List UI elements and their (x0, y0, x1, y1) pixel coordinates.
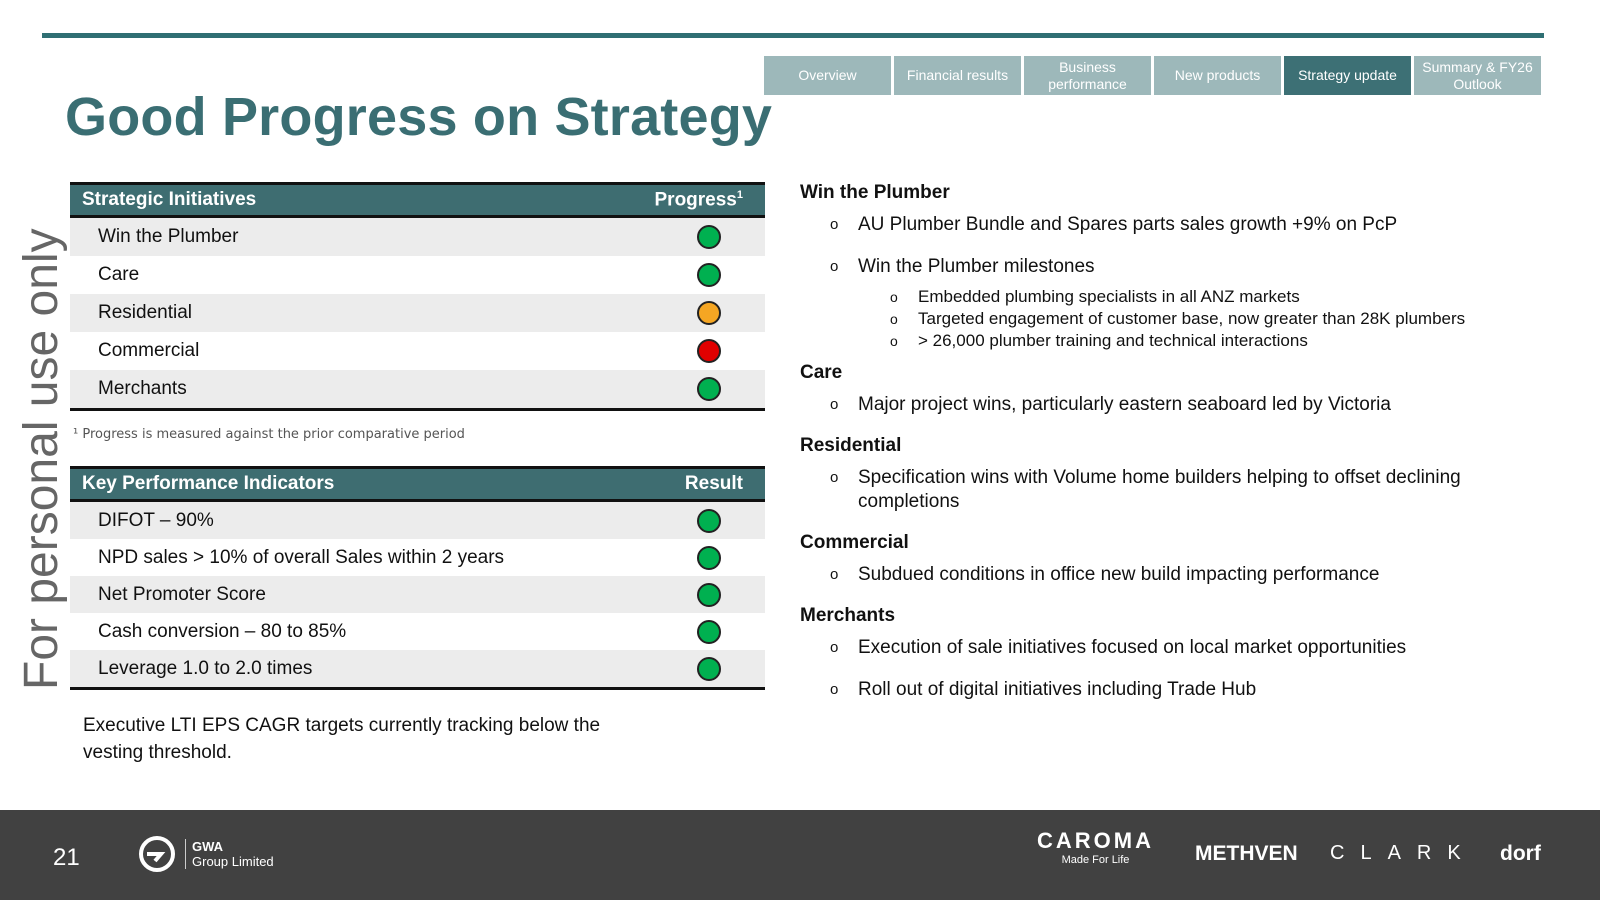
table-row (70, 332, 765, 370)
table-row (70, 539, 765, 576)
bullet: o Specification wins with Volume home builders helping to offset declining completions (800, 466, 1538, 514)
sub-bullet: o > 26,000 plumber training and technical interactions (800, 330, 1560, 352)
section-nav (764, 56, 1541, 95)
methven-logo: METHVEN (1195, 842, 1298, 865)
tab-summary-outlook[interactable]: Summary & FY26 Outlook (1414, 56, 1541, 95)
row-label: Net Promoter Score (98, 583, 266, 605)
status-green-icon (697, 509, 721, 533)
page-title: Good Progress on Strategy (65, 87, 773, 147)
bullet: o Subdued conditions in office new build impacting performance (800, 563, 1560, 587)
header-strategic-initiatives: Strategic Initiatives (82, 189, 257, 210)
sub-bullet-list (800, 286, 1560, 352)
row-label: Commercial (98, 340, 200, 361)
status-amber-icon (697, 301, 721, 325)
progress-footnote: ¹ Progress is measured against the prior comparative period (73, 427, 465, 442)
row-label: Leverage 1.0 to 2.0 times (98, 657, 313, 679)
status-green-icon (697, 377, 721, 401)
strategic-initiatives-table (70, 182, 765, 411)
section-heading-win-plumber: Win the Plumber (800, 182, 950, 203)
footer (0, 810, 1600, 900)
table-body (70, 502, 765, 687)
tab-new-products[interactable]: New products (1154, 56, 1281, 95)
row-label: Care (98, 264, 140, 285)
row-label: NPD sales > 10% of overall Sales within 2 years (98, 546, 505, 568)
row-label: Cash conversion – 80 to 85% (98, 620, 347, 642)
header-kpi: Key Performance Indicators (82, 473, 335, 494)
table-header (70, 466, 765, 502)
table-row (70, 613, 765, 650)
status-green-icon (697, 546, 721, 570)
tab-overview[interactable]: Overview (764, 56, 891, 95)
table-row (70, 256, 765, 294)
kpi-table (70, 466, 765, 690)
section-heading-commercial: Commercial (800, 532, 909, 553)
status-green-icon (697, 583, 721, 607)
tab-business-performance[interactable]: Business performance (1024, 56, 1151, 95)
clark-logo: CLARK (1330, 842, 1477, 864)
table-row (70, 650, 765, 687)
status-green-icon (697, 620, 721, 644)
section-heading-care: Care (800, 362, 843, 383)
caroma-logo: CAROMA Made For Life (1037, 828, 1154, 866)
bullet: o Roll out of digital initiatives including Trade Hub (800, 678, 1560, 702)
bullet: o AU Plumber Bundle and Spares parts sales growth +9% on PcP (800, 213, 1560, 237)
status-green-icon (697, 657, 721, 681)
table-row (70, 576, 765, 613)
table-bottom-rule (70, 408, 765, 411)
row-label: Win the Plumber (98, 226, 239, 247)
table-bottom-rule (70, 687, 765, 690)
dorf-logo: dorf (1500, 842, 1541, 865)
top-rule (42, 33, 1544, 38)
table-body (70, 218, 765, 408)
status-green-icon (697, 263, 721, 287)
gwa-logo (137, 834, 274, 874)
bullet: o Win the Plumber milestones (800, 255, 1560, 279)
table-header (70, 182, 765, 218)
gwa-mark-icon (137, 834, 177, 874)
strategy-commentary (800, 182, 1560, 702)
page-number: 21 (53, 844, 80, 871)
status-green-icon (697, 225, 721, 249)
sub-bullet: o Targeted engagement of customer base, now greater than 28K plumbers (800, 308, 1560, 330)
row-label: Residential (98, 302, 192, 323)
gwa-wordmark: GWA Group Limited (185, 839, 274, 869)
row-label: DIFOT – 90% (98, 509, 214, 531)
header-result: Result (684, 473, 743, 494)
row-label: Merchants (98, 378, 187, 399)
section-heading-residential: Residential (800, 435, 902, 456)
table-row (70, 502, 765, 539)
status-red-icon (697, 339, 721, 363)
lti-note: Executive LTI EPS CAGR targets currently tracking below the vesting threshold. (83, 715, 601, 763)
table-row (70, 370, 765, 408)
bullet: o Execution of sale initiatives focused on local market opportunities (800, 636, 1560, 660)
tab-strategy-update[interactable]: Strategy update (1284, 56, 1411, 95)
table-row (70, 218, 765, 256)
tab-financial-results[interactable]: Financial results (894, 56, 1021, 95)
bullet: o Major project wins, particularly eastern seaboard led by Victoria (800, 393, 1560, 417)
watermark: For personal use only (15, 228, 68, 690)
sub-bullet: o Embedded plumbing specialists in all ANZ markets (800, 286, 1560, 308)
header-progress: Progress$^1$ (654, 188, 743, 211)
table-row (70, 294, 765, 332)
section-heading-merchants: Merchants (800, 605, 896, 626)
